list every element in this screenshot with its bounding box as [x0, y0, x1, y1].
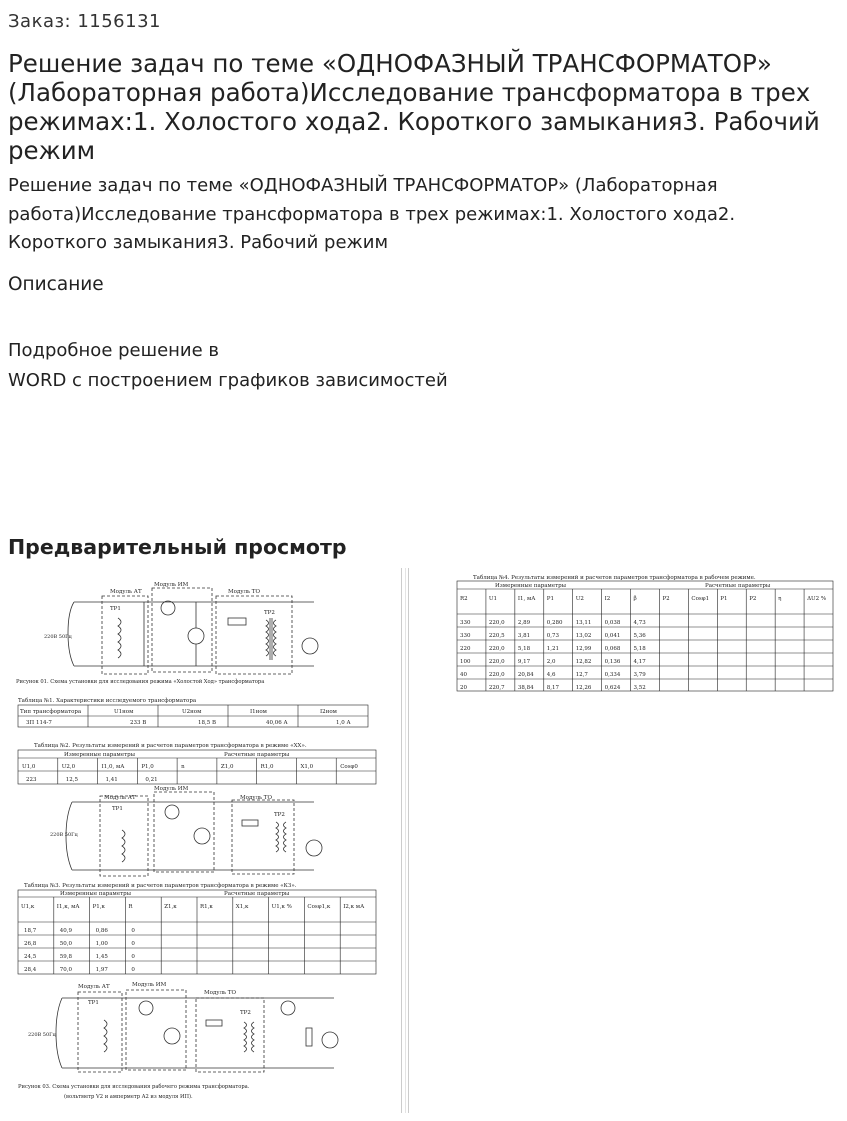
table4-cell: 4,6	[546, 672, 556, 678]
table2-header: Z1,0	[220, 764, 234, 770]
table4-cell: 12,26	[575, 685, 592, 691]
table1-header: I1ном	[250, 709, 267, 715]
description-line-2: WORD с построением графиков зависимостей	[8, 369, 448, 391]
table4-cell: 9,17	[517, 659, 531, 665]
table1-caption: Таблица №1. Характеристики исследуемого трансформатора	[18, 698, 197, 704]
fig1-tp2: ТР2	[264, 610, 275, 616]
table4-cell: 0,136	[604, 659, 621, 665]
table2-group-calculated: Расчетные параметры	[224, 752, 290, 758]
table3-cell: 0	[131, 928, 135, 934]
table1-header: U2ном	[182, 709, 202, 715]
table4-cell: 0,041	[604, 633, 621, 639]
table4-header: U1	[488, 596, 498, 602]
table3-cell: 0,86	[95, 928, 108, 934]
table3-cell: 59,8	[59, 954, 73, 960]
circuit-diagram-idle	[68, 588, 318, 674]
table3-cell: 70,0	[59, 967, 73, 973]
table3-cell: 1,97	[95, 967, 108, 973]
table4-cell: 5,18	[633, 646, 646, 652]
table4-cell: 0,068	[604, 646, 621, 652]
description-text	[8, 336, 448, 395]
table4-cell: 220,0	[488, 646, 505, 652]
table3-header: I2,к мА	[343, 904, 365, 910]
fig2-module-to: Модуль ТО	[240, 795, 272, 801]
table4-cell: 12,99	[575, 646, 592, 652]
table4-cell: 0,038	[604, 620, 621, 626]
table2-cell: 223	[26, 777, 37, 783]
table4-cell: 1,21	[546, 646, 560, 652]
table3-cell: 18,7	[24, 928, 37, 934]
fig1-source: 220В 50Гц	[44, 634, 72, 640]
table4-cell: 220,0	[488, 672, 505, 678]
fig1-module-im: Модуль ИМ	[154, 582, 189, 588]
preview-page-left	[14, 580, 398, 1110]
table3-cell: 50,0	[59, 941, 73, 947]
table4-cell: 20	[460, 685, 467, 691]
table4-header: P2	[662, 596, 670, 602]
table4-cell: 0,334	[604, 672, 621, 678]
table2-header: U1,0	[22, 764, 36, 770]
fig1-caption: Рисунок 01. Схема установки для исследования режима «Холостой Ход» трансформатора	[16, 679, 265, 685]
fig3-source: 220В 50Гц	[28, 1032, 56, 1038]
table3-cell: 0	[131, 967, 135, 973]
table4-cell: 0,73	[546, 633, 560, 639]
table4-cell: 4,17	[633, 659, 646, 665]
table3-cell: 1,45	[95, 954, 108, 960]
table3-header: I1,к, мА	[56, 904, 80, 910]
table-3	[18, 882, 376, 974]
table4-header: R2	[460, 596, 468, 602]
table4-group-measured: Измеренные параметры	[495, 583, 567, 589]
fig2-source: 220В 50Гц	[50, 832, 78, 838]
fig3-caption-line-2: (вольтметр V2 и амперметр A2 из модуля ИП).	[64, 1094, 193, 1100]
table4-caption: Таблица №4. Результаты измерений и расчетов параметров трансформатора в рабочем режиме.	[473, 575, 756, 581]
table3-cell: 24,5	[24, 954, 37, 960]
table1-cell: 233 В	[130, 720, 147, 726]
table4-cell: 100	[460, 659, 471, 665]
fig1-module-at: Модуль АТ	[110, 589, 142, 595]
table4-header: P1	[546, 596, 554, 602]
table2-header: X1,0	[300, 764, 314, 770]
table3-header: Cosφ1,к	[307, 904, 331, 910]
table3-cell: 1,00	[95, 941, 108, 947]
table4-cell: 2,89	[517, 620, 531, 626]
table3-group-calculated: Расчетные параметры	[224, 891, 290, 897]
table3-header: Z1,к	[164, 904, 177, 910]
table3-cell: 28,4	[24, 967, 37, 973]
table4-header: η	[778, 596, 782, 602]
fig3-caption-line-1: Рисунок 03. Схема установки для исследования рабочего режима трансформатора.	[18, 1084, 250, 1090]
page-title: Решение задач по теме «ОДНОФАЗНЫЙ ТРАНСФОРМАТОР» (Лабораторная работа)Исследование трансформатора в трех режимах:1. Холостого хода2. Короткого замыкания3. Рабочий режим	[8, 49, 820, 165]
table4-cell: 38,84	[517, 685, 534, 691]
table4-header: P1	[720, 596, 728, 602]
table4-header: I1, мА	[517, 596, 536, 602]
fig3-module-at: Модуль АТ	[78, 984, 110, 990]
preview-heading: Предварительный просмотр	[8, 535, 347, 559]
table4-cell: 330	[460, 620, 471, 626]
order-number: Заказ: 1156131	[8, 11, 161, 32]
page-subtitle: Решение задач по теме «ОДНОФАЗНЫЙ ТРАНСФОРМАТОР» (Лабораторная работа)Исследование трансформатора в трех режимах:1. Холостого хода2. Короткого замыкания3. Рабочий режим	[8, 175, 736, 253]
table-4	[457, 574, 833, 691]
table4-cell: 3,81	[517, 633, 531, 639]
table2-header: n	[181, 764, 185, 770]
fig3-tp1: ТР1	[88, 1000, 99, 1006]
table4-cell: 220	[460, 646, 471, 652]
preview-page-right	[455, 570, 835, 700]
fig1-tp1: ТР1	[110, 606, 121, 612]
table4-cell: 3,52	[633, 685, 646, 691]
table4-group-calculated: Расчетные параметры	[705, 583, 771, 589]
table1-cell: 18,5 В	[198, 720, 217, 726]
table3-group-measured: Измеренные параметры	[60, 891, 132, 897]
table4-cell: 220,0	[488, 659, 505, 665]
fig2-module-at: Модуль АТ	[104, 795, 136, 801]
table4-header: P2	[749, 596, 757, 602]
fig3-module-im: Модуль ИМ	[132, 982, 167, 988]
fig2-tp1: ТР1	[112, 806, 123, 812]
table1-header: Тип трансформатора	[20, 709, 82, 715]
circuit-diagram-short	[66, 792, 322, 876]
table3-header: P1,к	[92, 904, 105, 910]
table4-cell: 40	[460, 672, 467, 678]
table4-cell: 220,7	[488, 685, 505, 691]
table4-cell: 13,02	[575, 633, 592, 639]
table1-header: I2ном	[320, 709, 337, 715]
fig3-tp2: ТР2	[240, 1010, 251, 1016]
table4-header: I2	[604, 596, 611, 602]
table4-cell: 12,82	[575, 659, 592, 665]
table4-cell: 220,0	[488, 620, 505, 626]
table3-header: R1,к	[200, 904, 213, 910]
table2-cell: 0,21	[145, 777, 158, 783]
table4-header: β	[633, 596, 637, 602]
table4-cell: 20,84	[517, 672, 534, 678]
description-heading: Описание	[8, 274, 104, 295]
table3-header: U1,к %	[271, 904, 292, 910]
table2-cell: 1,41	[105, 777, 118, 783]
table-1	[18, 697, 368, 727]
table4-cell: 2,0	[546, 659, 556, 665]
table4-cell: 5,36	[633, 633, 646, 639]
page-separator-inner	[405, 568, 406, 1113]
table4-cell: 0,624	[604, 685, 621, 691]
table1-cell: 40,06 А	[266, 720, 288, 726]
table3-header: X1,к	[235, 904, 249, 910]
fig1-module-to: Модуль ТО	[228, 589, 260, 595]
table1-header: U1ном	[114, 709, 134, 715]
fig2-module-im: Модуль ИМ	[154, 786, 189, 792]
table2-header: R1,0	[260, 764, 274, 770]
fig3-module-to: Модуль ТО	[204, 990, 236, 996]
description-line-1: Подробное решение в	[8, 340, 220, 361]
table1-cell: ЗП 114-7	[26, 720, 52, 726]
table3-cell: 0	[131, 954, 135, 960]
table4-cell: 8,17	[546, 685, 560, 691]
table3-caption: Таблица №3. Результаты измерений и расчетов параметров трансформатора в режиме «КЗ».	[24, 883, 297, 889]
table4-header: U2	[575, 596, 584, 602]
table3-cell: 26,8	[24, 941, 37, 947]
table3-header: U1,к	[21, 904, 35, 910]
table2-group-measured: Измеренные параметры	[64, 752, 136, 758]
table3-cell: 0	[131, 941, 135, 947]
table4-cell: 0,280	[546, 620, 563, 626]
table3-cell: 40,9	[59, 928, 73, 934]
table4-cell: 13,11	[575, 620, 592, 626]
table4-cell: 4,73	[633, 620, 646, 626]
table2-header: I1,0, мА	[101, 764, 125, 770]
table2-caption: Таблица №2. Результаты измерений и расчетов параметров трансформатора в режиме «ХХ».	[34, 743, 307, 749]
table4-cell: 5,18	[517, 646, 531, 652]
table2-header: P1,0	[141, 764, 154, 770]
table2-header: U2,0	[61, 764, 76, 770]
table4-cell: 12,7	[575, 672, 588, 678]
table2-header: Cosφ0	[340, 764, 358, 770]
table4-cell: 3,79	[633, 672, 646, 678]
fig2-tp2: ТР2	[274, 812, 285, 818]
table4-header: Cosφ1	[691, 596, 710, 602]
table3-header: R	[128, 904, 133, 910]
table4-cell: 330	[460, 633, 471, 639]
table2-cell: 12,5	[65, 777, 79, 783]
table4-cell: 220,5	[488, 633, 505, 639]
table4-header: ΔU2 %	[807, 596, 827, 602]
table1-cell: 1,0 А	[336, 720, 351, 726]
table-2	[18, 742, 376, 784]
